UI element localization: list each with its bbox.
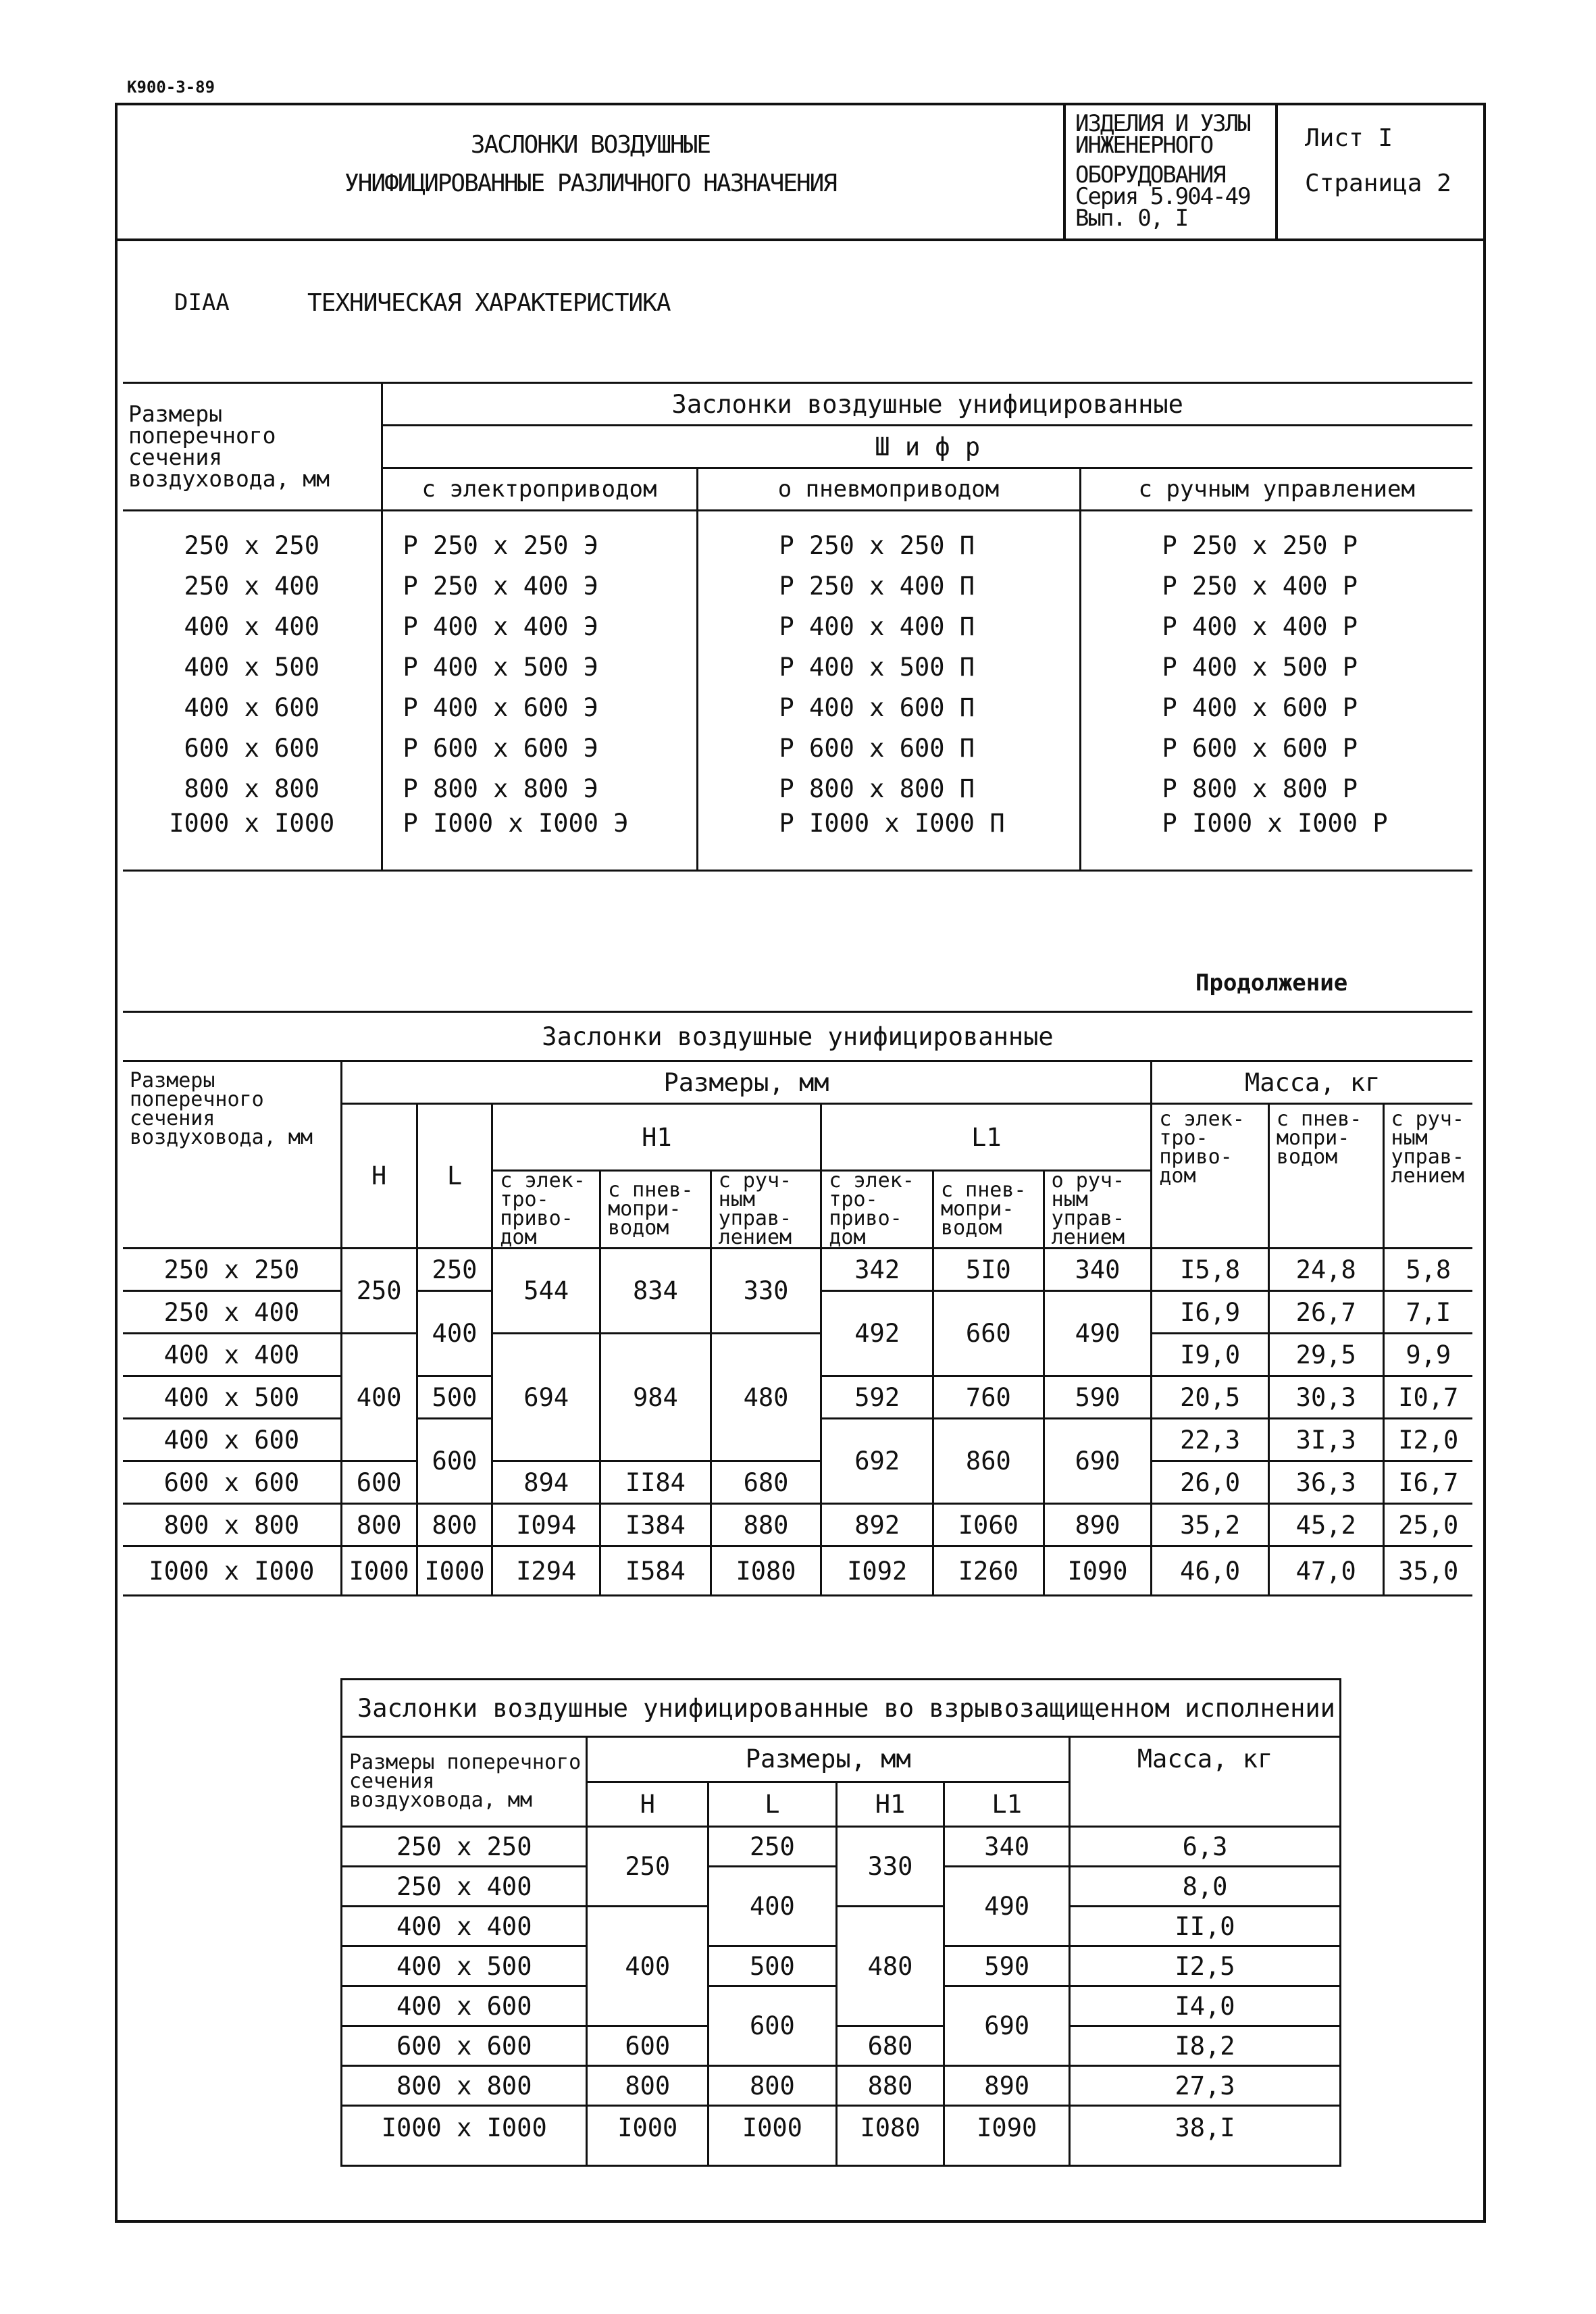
t2-mass-e: 46,0 xyxy=(1152,1546,1269,1596)
t2-mass-e: 26,0 xyxy=(1152,1461,1269,1504)
t1-group-header: Заслонки воздушные унифицированные xyxy=(382,383,1472,426)
t2-h1-header: H1 xyxy=(492,1104,821,1171)
t2-dims-header: Размеры, мм xyxy=(341,1061,1152,1104)
t3-mass-header: Масса, кг xyxy=(1070,1737,1341,1827)
t3-title: Заслонки воздушные унифицированные во взрывозащищенном исполнении xyxy=(342,1680,1341,1737)
t2-mass-p: 36,3 xyxy=(1268,1461,1383,1504)
t3-l1: 490 xyxy=(944,1867,1070,1946)
t3-size: 400 x 400 xyxy=(342,1907,587,1946)
t1-manual: Р 400 x 400 Р xyxy=(1080,606,1472,647)
t2-l1e: I092 xyxy=(821,1546,933,1596)
table-row xyxy=(123,687,1472,728)
t3-mass: I8,2 xyxy=(1070,2026,1341,2066)
t2-h1m: I080 xyxy=(711,1546,821,1596)
cipher-table xyxy=(123,382,1472,872)
t1-cipher-header: Ш и ф р xyxy=(382,426,1472,468)
t3-l1: 590 xyxy=(944,1946,1070,1986)
t2-h1-electro: с элек-тро-приво-дом xyxy=(492,1171,600,1249)
table-row xyxy=(123,565,1472,606)
t3-h-header: H xyxy=(587,1782,709,1827)
t2-mass-p: 47,0 xyxy=(1268,1546,1383,1596)
t1-size: 600 x 600 xyxy=(123,728,382,768)
t2-l: 800 xyxy=(417,1504,492,1546)
t2-mass-e: 22,3 xyxy=(1152,1419,1269,1461)
t1-manual: Р 400 x 600 Р xyxy=(1080,687,1472,728)
t2-mass-m: I0,7 xyxy=(1383,1376,1472,1419)
t2-h1-manual: с руч-ным управ-лением xyxy=(711,1171,821,1249)
t3-h1: I080 xyxy=(836,2106,944,2166)
t1-manual: Р 800 x 800 Р xyxy=(1080,768,1472,809)
t3-h1-header: H1 xyxy=(836,1782,944,1827)
title-line-1: ЗАСЛОНКИ ВОЗДУШНЫЕ xyxy=(470,131,711,159)
t2-h1m: 330 xyxy=(711,1249,821,1334)
t2-l1e: 492 xyxy=(821,1291,933,1376)
t2-h1m: 680 xyxy=(711,1461,821,1504)
t2-l1-header: L1 xyxy=(821,1104,1152,1171)
t2-mass-e: 35,2 xyxy=(1152,1504,1269,1546)
t1-pneumo: Р 250 x 400 П xyxy=(697,565,1080,606)
table-row xyxy=(123,647,1472,687)
t2-h1e: 544 xyxy=(492,1249,600,1334)
t3-mass: 38,I xyxy=(1070,2106,1341,2166)
sheet-cell xyxy=(1278,105,1483,238)
t1-pneumo: Р 400 x 500 П xyxy=(697,647,1080,687)
t1-pneumo: Р 400 x 600 П xyxy=(697,687,1080,728)
t2-mass-p: 24,8 xyxy=(1268,1249,1383,1291)
t2-mass-e: I9,0 xyxy=(1152,1334,1269,1376)
t3-l1: 890 xyxy=(944,2066,1070,2106)
t2-h1p: 984 xyxy=(600,1334,711,1461)
t3-size: 250 x 400 xyxy=(342,1867,587,1907)
table-row xyxy=(123,511,1472,566)
t2-size: 250 x 400 xyxy=(123,1291,341,1334)
t2-size: 400 x 600 xyxy=(123,1419,341,1461)
table-row xyxy=(342,1827,1341,1867)
t2-h: 400 xyxy=(341,1334,417,1461)
t2-h1p: II84 xyxy=(600,1461,711,1504)
t2-l1p: 860 xyxy=(933,1419,1044,1504)
t2-h1e: 694 xyxy=(492,1334,600,1461)
section-code: DIAA xyxy=(174,289,230,316)
t3-l: 500 xyxy=(709,1946,837,1986)
t3-mass: I2,5 xyxy=(1070,1946,1341,1986)
t2-mass-pneumo: с пнев-мопри-водом xyxy=(1268,1104,1383,1249)
t3-l: 800 xyxy=(709,2066,837,2106)
t2-row-header: Размеры поперечного сечения воздуховода, мм xyxy=(123,1061,341,1249)
table-row xyxy=(123,728,1472,768)
table-row xyxy=(342,2106,1341,2166)
explosion-proof-table xyxy=(340,1678,1341,2167)
t2-mass-e: I6,9 xyxy=(1152,1291,1269,1334)
t3-h: 400 xyxy=(587,1907,709,2026)
t2-h: 600 xyxy=(341,1461,417,1504)
t3-size: 400 x 500 xyxy=(342,1946,587,1986)
t1-manual: Р 400 x 500 Р xyxy=(1080,647,1472,687)
t2-h1m: 480 xyxy=(711,1334,821,1461)
t1-electro: Р 800 x 800 Э xyxy=(382,768,697,809)
t2-mass-p: 45,2 xyxy=(1268,1504,1383,1546)
t1-manual: Р 250 x 250 Р xyxy=(1080,511,1472,566)
t1-size: I000 x I000 xyxy=(123,809,382,871)
t2-size: 800 x 800 xyxy=(123,1504,341,1546)
t2-mass-p: 29,5 xyxy=(1268,1334,1383,1376)
t3-h1: 880 xyxy=(836,2066,944,2106)
t2-h-header: H xyxy=(341,1104,417,1249)
t2-h1m: 880 xyxy=(711,1504,821,1546)
t2-l1e: 692 xyxy=(821,1419,933,1504)
t2-h1p: I584 xyxy=(600,1546,711,1596)
t1-electro: Р I000 x I000 Э xyxy=(382,809,697,871)
t2-mass-p: 30,3 xyxy=(1268,1376,1383,1419)
t3-h1: 680 xyxy=(836,2026,944,2066)
t3-h1: 330 xyxy=(836,1827,944,1907)
t2-l1m: I090 xyxy=(1044,1546,1152,1596)
t1-row-header: Размеры поперечного сечения воздуховода, мм xyxy=(123,383,382,511)
t1-electro: Р 400 x 400 Э xyxy=(382,606,697,647)
title-line-2: УНИФИЦИРОВАННЫЕ РАЗЛИЧНОГО НАЗНАЧЕНИЯ xyxy=(344,170,836,197)
t2-l1p: 5I0 xyxy=(933,1249,1044,1291)
t2-mass-m: 7,I xyxy=(1383,1291,1472,1334)
t2-h: I000 xyxy=(341,1546,417,1596)
t3-h: 800 xyxy=(587,2066,709,2106)
t2-mass-m: 9,9 xyxy=(1383,1334,1472,1376)
t2-mass-e: 20,5 xyxy=(1152,1376,1269,1419)
t3-h: 250 xyxy=(587,1827,709,1907)
t3-mass: 8,0 xyxy=(1070,1867,1341,1907)
t2-l1m: 340 xyxy=(1044,1249,1152,1291)
t2-mass-p: 26,7 xyxy=(1268,1291,1383,1334)
t1-col-electro: с электроприводом xyxy=(382,468,697,511)
t1-size: 400 x 500 xyxy=(123,647,382,687)
t3-l: 600 xyxy=(709,1986,837,2066)
t1-electro: Р 250 x 250 Э xyxy=(382,511,697,566)
t1-size: 250 x 400 xyxy=(123,565,382,606)
t3-h: I000 xyxy=(587,2106,709,2166)
t2-l1p: 760 xyxy=(933,1376,1044,1419)
t1-col-manual: с ручным управлением xyxy=(1080,468,1472,511)
t1-pneumo: Р 800 x 800 П xyxy=(697,768,1080,809)
t2-h: 800 xyxy=(341,1504,417,1546)
t2-size: 250 x 250 xyxy=(123,1249,341,1291)
t2-mass-m: 5,8 xyxy=(1383,1249,1472,1291)
t2-l1e: 592 xyxy=(821,1376,933,1419)
t1-pneumo: Р 600 x 600 П xyxy=(697,728,1080,768)
t2-l1p: I260 xyxy=(933,1546,1044,1596)
t3-mass: I4,0 xyxy=(1070,1986,1341,2026)
sheet-number: Лист I xyxy=(1305,124,1393,152)
t2-l1p: 660 xyxy=(933,1291,1044,1376)
t1-electro: Р 600 x 600 Э xyxy=(382,728,697,768)
t1-manual: Р 250 x 400 Р xyxy=(1080,565,1472,606)
t2-l1-electro: с элек-тро-приво-дом xyxy=(821,1171,933,1249)
t3-l: 400 xyxy=(709,1867,837,1946)
t2-mass-m: I6,7 xyxy=(1383,1461,1472,1504)
t2-h1e: 894 xyxy=(492,1461,600,1504)
series-line-5: Вып. 0, I xyxy=(1075,205,1188,232)
t2-l1e: 342 xyxy=(821,1249,933,1291)
t3-mass: 27,3 xyxy=(1070,2066,1341,2106)
t2-l1m: 890 xyxy=(1044,1504,1152,1546)
document-code: К900-3-89 xyxy=(127,78,215,97)
table-row xyxy=(342,2066,1341,2106)
t3-dims-header: Размеры, мм xyxy=(587,1737,1070,1782)
dimensions-table xyxy=(123,1011,1472,1596)
t2-h1e: I094 xyxy=(492,1504,600,1546)
t1-size: 400 x 400 xyxy=(123,606,382,647)
t2-l: 400 xyxy=(417,1291,492,1376)
page-number: Страница 2 xyxy=(1305,170,1451,197)
t3-l: 250 xyxy=(709,1827,837,1867)
t2-h1e: I294 xyxy=(492,1546,600,1596)
t2-l1m: 690 xyxy=(1044,1419,1152,1504)
t3-l1: 340 xyxy=(944,1827,1070,1867)
table-row xyxy=(123,1461,1472,1504)
table-row xyxy=(123,809,1472,871)
t2-l: I000 xyxy=(417,1546,492,1596)
t3-size: I000 x I000 xyxy=(342,2106,587,2166)
t2-mass-e: I5,8 xyxy=(1152,1249,1269,1291)
t2-h: 250 xyxy=(341,1249,417,1334)
t3-h1: 480 xyxy=(836,1907,944,2026)
continuation-label: Продолжение xyxy=(1195,970,1348,997)
series-line-4: Серия 5.904-49 xyxy=(1075,183,1250,210)
t1-electro: Р 400 x 500 Э xyxy=(382,647,697,687)
t2-mass-m: 35,0 xyxy=(1383,1546,1472,1596)
t2-l1m: 490 xyxy=(1044,1291,1152,1376)
table-row xyxy=(123,1546,1472,1596)
t3-l1: I090 xyxy=(944,2106,1070,2166)
t3-l1-header: L1 xyxy=(944,1782,1070,1827)
t2-mass-m: 25,0 xyxy=(1383,1504,1472,1546)
t1-electro: Р 400 x 600 Э xyxy=(382,687,697,728)
t2-mass-m: I2,0 xyxy=(1383,1419,1472,1461)
t1-electro: Р 250 x 400 Э xyxy=(382,565,697,606)
t2-l-header: L xyxy=(417,1104,492,1249)
table-row xyxy=(123,606,1472,647)
t3-size: 400 x 600 xyxy=(342,1986,587,2026)
t1-manual: Р 600 x 600 Р xyxy=(1080,728,1472,768)
t2-group-header: Заслонки воздушные унифицированные xyxy=(123,1012,1472,1061)
t2-mass-electro: с элек-тро-приво-дом xyxy=(1152,1104,1269,1249)
t3-size: 800 x 800 xyxy=(342,2066,587,2106)
t2-size: 400 x 500 xyxy=(123,1376,341,1419)
table-row xyxy=(123,1334,1472,1376)
t2-size: I000 x I000 xyxy=(123,1546,341,1596)
t2-l1-manual: о руч-ным управ-лением xyxy=(1044,1171,1152,1249)
table-row xyxy=(123,1504,1472,1546)
t2-size: 400 x 400 xyxy=(123,1334,341,1376)
t2-h1p: 834 xyxy=(600,1249,711,1334)
t3-row-header: Размеры поперечного сечения воздуховода, мм xyxy=(342,1737,587,1827)
t3-l-header: L xyxy=(709,1782,837,1827)
series-line-2: ИНЖЕНЕРНОГО xyxy=(1075,132,1213,159)
t2-l: 250 xyxy=(417,1249,492,1291)
t3-l1: 690 xyxy=(944,1986,1070,2066)
t2-l: 500 xyxy=(417,1376,492,1419)
t1-size: 250 x 250 xyxy=(123,511,382,566)
series-line-3: ОБОРУДОВАНИЯ xyxy=(1075,161,1225,188)
t1-pneumo: Р 400 x 400 П xyxy=(697,606,1080,647)
t2-h1p: I384 xyxy=(600,1504,711,1546)
t1-pneumo: Р 250 x 250 П xyxy=(697,511,1080,566)
t2-mass-header: Масса, кг xyxy=(1152,1061,1472,1104)
section-title: ТЕХНИЧЕСКАЯ ХАРАКТЕРИСТИКА xyxy=(307,289,671,317)
t3-size: 250 x 250 xyxy=(342,1827,587,1867)
t1-size: 800 x 800 xyxy=(123,768,382,809)
table-row xyxy=(123,768,1472,809)
t2-mass-manual: с руч-ным управ-лением xyxy=(1383,1104,1472,1249)
t1-manual: Р I000 x I000 Р xyxy=(1080,809,1472,871)
t2-l1p: I060 xyxy=(933,1504,1044,1546)
title-block xyxy=(118,105,1483,241)
t3-mass: 6,3 xyxy=(1070,1827,1341,1867)
series-cell xyxy=(1063,105,1278,238)
t2-l1e: 892 xyxy=(821,1504,933,1546)
t2-mass-p: 3I,3 xyxy=(1268,1419,1383,1461)
t1-col-pneumo: о пневмоприводом xyxy=(697,468,1080,511)
t3-mass: II,0 xyxy=(1070,1907,1341,1946)
table-row xyxy=(342,1907,1341,1946)
t2-l: 600 xyxy=(417,1419,492,1504)
table-row xyxy=(123,1249,1472,1291)
t1-pneumo: Р I000 x I000 П xyxy=(697,809,1080,871)
series-line-1: ИЗДЕЛИЯ И УЗЛЫ xyxy=(1075,110,1250,137)
t2-l1-pneumo: с пнев-мопри-водом xyxy=(933,1171,1044,1249)
title-cell xyxy=(118,105,1066,238)
t2-l1m: 590 xyxy=(1044,1376,1152,1419)
t3-h: 600 xyxy=(587,2026,709,2066)
t2-h1-pneumo: с пнев-мопри-водом xyxy=(600,1171,711,1249)
t2-size: 600 x 600 xyxy=(123,1461,341,1504)
table-row xyxy=(342,2026,1341,2066)
t3-size: 600 x 600 xyxy=(342,2026,587,2066)
t3-l: I000 xyxy=(709,2106,837,2166)
t1-size: 400 x 600 xyxy=(123,687,382,728)
